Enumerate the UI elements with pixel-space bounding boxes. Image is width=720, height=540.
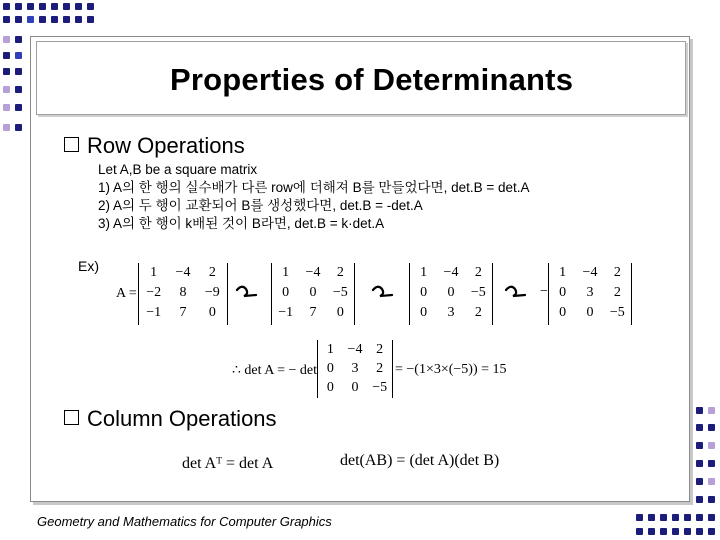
section-row-label: Row Operations bbox=[87, 133, 245, 158]
matrix-3 bbox=[409, 263, 493, 325]
matrix-cell: −4 bbox=[582, 265, 598, 280]
matrix-cell: 2 bbox=[613, 265, 621, 280]
matrix-cell: 0 bbox=[447, 285, 455, 300]
section-column-operations bbox=[64, 406, 277, 432]
matrix-cell: −1 bbox=[278, 305, 294, 320]
matrix-cell: −4 bbox=[175, 265, 191, 280]
matrix-cell: 2 bbox=[336, 265, 344, 280]
matrix-cell: −5 bbox=[470, 285, 486, 300]
matrix-cell: 3 bbox=[586, 285, 594, 300]
matrix-cell: 0 bbox=[420, 285, 428, 300]
text-line-4: 3) A의 한 행이 k배된 것이 B라면, det.B = k·det.A bbox=[98, 216, 385, 231]
formula-product: det(AB) = (det A)(det B) bbox=[340, 452, 500, 469]
example-label: Ex) bbox=[78, 258, 99, 274]
section-col-label: Column Operations bbox=[87, 406, 277, 431]
matrix-cell: −2 bbox=[146, 285, 162, 300]
matrix-cell: 7 bbox=[179, 305, 187, 320]
matrix-cell: 1 bbox=[559, 265, 567, 280]
checkbox-bullet-icon bbox=[64, 137, 79, 152]
matrix-cell: −4 bbox=[347, 342, 363, 357]
matrix-cell: −9 bbox=[204, 285, 220, 300]
matrix-cell: 1 bbox=[326, 342, 334, 357]
matrix-cell: 0 bbox=[559, 285, 567, 300]
row-equivalent-icon bbox=[234, 284, 262, 302]
matrix-cell: 2 bbox=[376, 361, 384, 376]
matrix-cell: −5 bbox=[372, 380, 388, 395]
matrix-cell: 0 bbox=[559, 305, 567, 320]
det-result: = −(1×3×(−5)) = 15 bbox=[395, 362, 507, 377]
row-equivalent-icon bbox=[370, 284, 398, 302]
section-row-operations bbox=[64, 133, 245, 159]
matrix-cell: 0 bbox=[586, 305, 594, 320]
matrix-cell: 3 bbox=[447, 305, 455, 320]
minus-sign: − bbox=[540, 284, 548, 299]
det-prefix: ∴ det A = − det bbox=[232, 363, 317, 378]
matrix-cell: 3 bbox=[351, 361, 359, 376]
formula-transpose: det Aᵀ = det A bbox=[182, 455, 274, 472]
matrix-cell: 0 bbox=[420, 305, 428, 320]
matrix-cell: −1 bbox=[146, 305, 162, 320]
footer-text: Geometry and Mathematics for Computer Graphics bbox=[37, 514, 332, 529]
matrix-cell: 0 bbox=[326, 361, 334, 376]
matrix-cell: −5 bbox=[609, 305, 625, 320]
matrix-cell: 2 bbox=[474, 265, 482, 280]
matrix-1 bbox=[138, 263, 228, 325]
checkbox-bullet-icon bbox=[64, 410, 79, 425]
matrix-cell: 1 bbox=[282, 265, 290, 280]
matrix-cell: −4 bbox=[443, 265, 459, 280]
det-matrix bbox=[317, 340, 393, 398]
text-line-2: 1) A의 한 행의 실수배가 다른 row에 더해져 B를 만들었다면, det.B = det.A bbox=[98, 180, 530, 195]
matrix-cell: 0 bbox=[351, 380, 359, 395]
matrix-cell: 0 bbox=[326, 380, 334, 395]
matrix-cell: 0 bbox=[282, 285, 290, 300]
matrix-cell: 1 bbox=[420, 265, 428, 280]
matrix-cell: 1 bbox=[150, 265, 158, 280]
matrix-cell: 0 bbox=[208, 305, 216, 320]
matrix-4 bbox=[548, 263, 632, 325]
text-line-3: 2) A의 두 행이 교환되어 B를 생성했다면, det.B = -det.A bbox=[98, 198, 423, 213]
matrix-cell: 2 bbox=[208, 265, 216, 280]
matrix-cell: 2 bbox=[474, 305, 482, 320]
matrix-cell: 2 bbox=[376, 342, 384, 357]
matrix-cell: 7 bbox=[309, 305, 317, 320]
matrix-cell: 0 bbox=[309, 285, 317, 300]
slide-title: Properties of Determinants bbox=[170, 62, 574, 97]
matrix-cell: −4 bbox=[305, 265, 321, 280]
row-equivalent-icon bbox=[503, 284, 531, 302]
matrix-a-label: A = bbox=[116, 286, 137, 301]
matrix-cell: −5 bbox=[332, 285, 348, 300]
matrix-cell: 0 bbox=[336, 305, 344, 320]
matrix-cell: 2 bbox=[613, 285, 621, 300]
matrix-2 bbox=[271, 263, 355, 325]
matrix-cell: 8 bbox=[179, 285, 187, 300]
text-line-1: Let A,B be a square matrix bbox=[98, 162, 258, 177]
